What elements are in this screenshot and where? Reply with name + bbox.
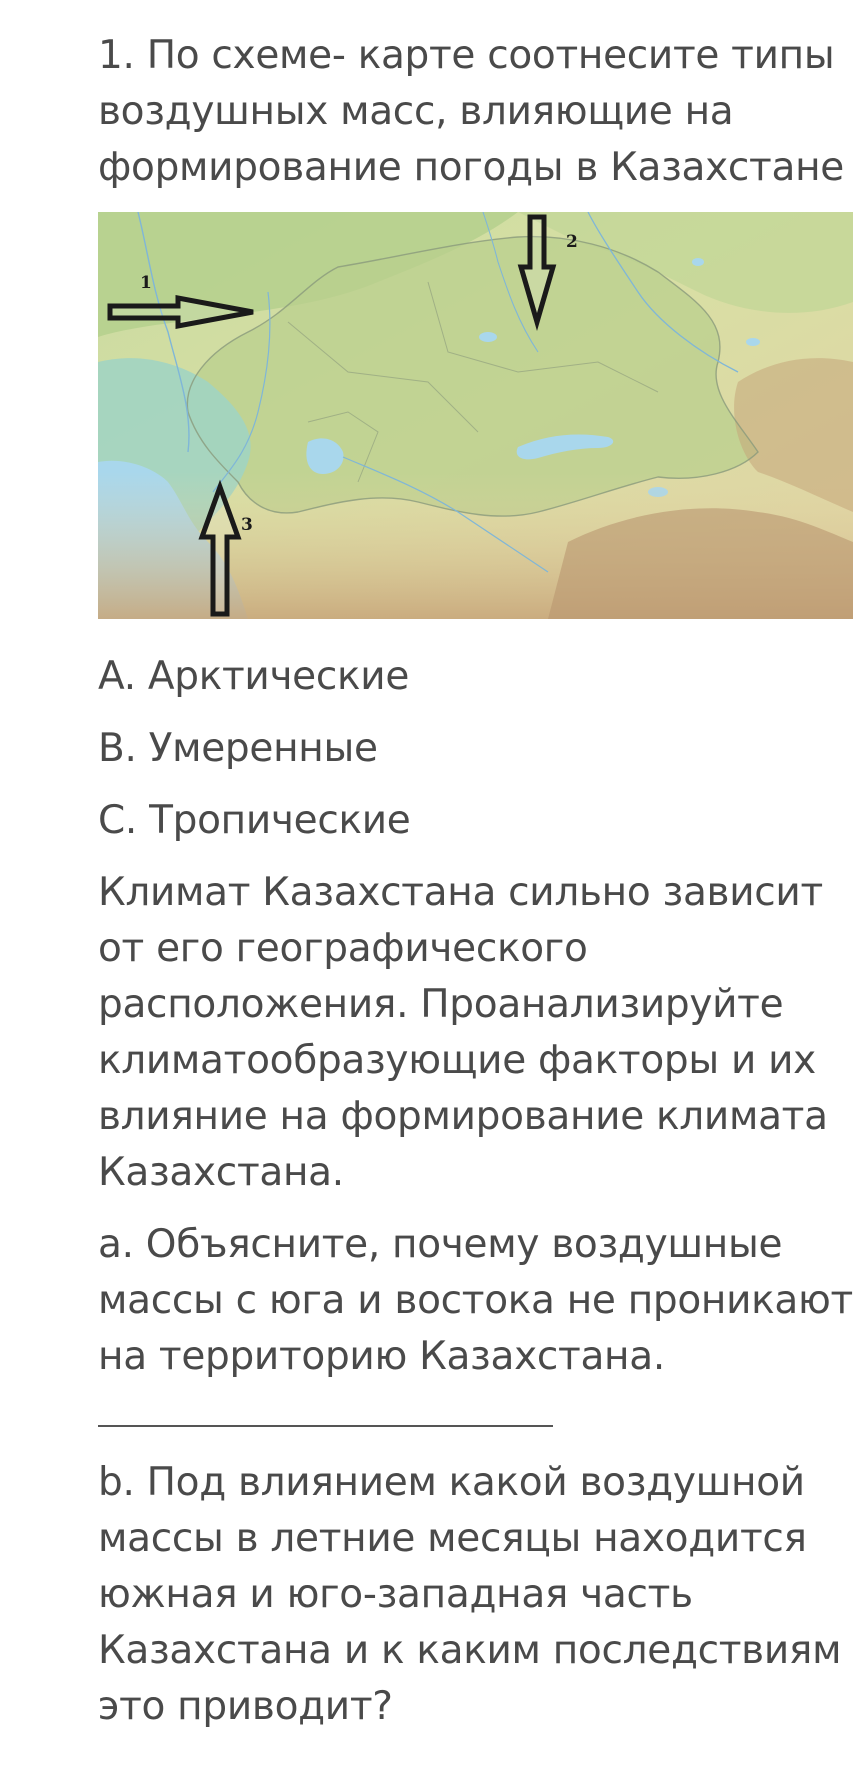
task-a-text: a. Объясните, почему воздушные массы с юга и востока не проникают на территорию Казахстана.	[98, 1222, 853, 1379]
arrow-2-label: 2	[566, 232, 578, 252]
document-body	[98, 28, 858, 1735]
arrow-3-label: 3	[241, 515, 253, 535]
arrow-1-label: 1	[140, 273, 152, 293]
map-lake-small-2	[692, 258, 704, 266]
question-title: 1. По схеме- карте соотнесите типы воздушных масс, влияющие на формирование погоды в Казахстане	[98, 33, 844, 190]
option-b: B. Умеренные	[98, 726, 378, 771]
kazakhstan-air-mass-map	[98, 212, 853, 619]
option-a: A. Арктические	[98, 654, 410, 699]
task-b-text: b. Под влиянием какой воздушной массы в летние месяцы находится южная и юго-западная часть Казахстана и к каким последствиям это приводит?	[98, 1460, 842, 1729]
climate-intro-text: Климат Казахстана сильно зависит от его географического расположения. Проанализируйте климатообразующие факторы и их влияние на формирование климата Казахстана.	[98, 870, 828, 1195]
answer-blank-line[interactable]	[98, 1425, 553, 1427]
option-c: C. Тропические	[98, 798, 411, 843]
map-lake-small-1	[479, 332, 497, 342]
map-lake-small-3	[746, 338, 760, 346]
